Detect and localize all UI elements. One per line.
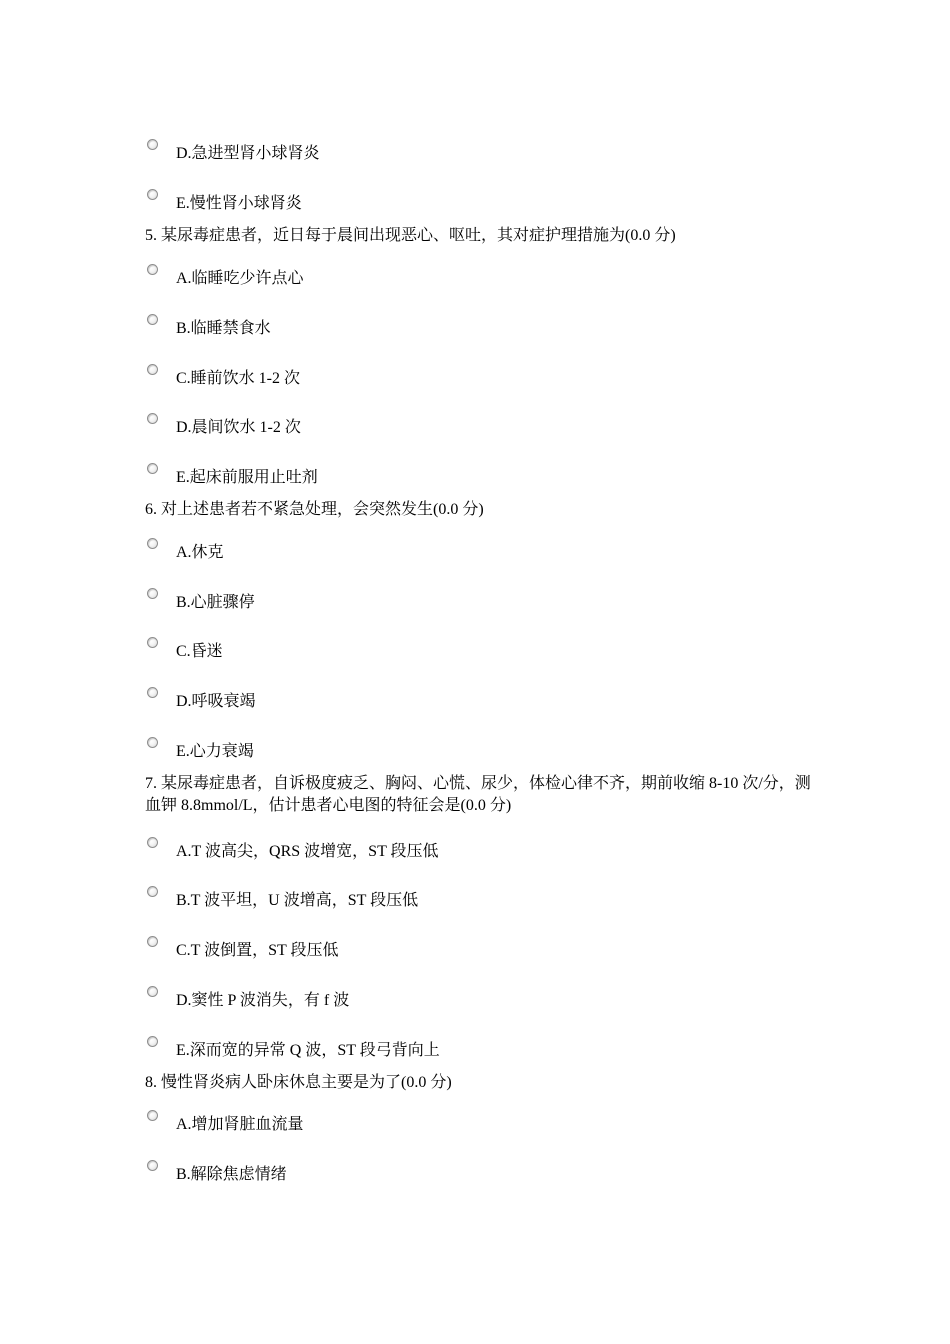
option-label-8a: A.增加肾脏血流量 <box>176 1116 304 1133</box>
radio-option-7e[interactable] <box>147 1036 158 1047</box>
radio-option-6b[interactable] <box>147 588 158 599</box>
radio-option-6a[interactable] <box>147 538 158 549</box>
option-label-5b: B.临睡禁食水 <box>176 320 271 337</box>
radio-option-7c[interactable] <box>147 936 158 947</box>
radio-option-5d[interactable] <box>147 413 158 424</box>
option-label-6c: C.昏迷 <box>176 643 223 660</box>
radio-option-7a[interactable] <box>147 837 158 848</box>
option-label-4e: E.慢性肾小球肾炎 <box>176 195 302 212</box>
question-8-text: 8. 慢性肾炎病人卧床休息主要是为了(0.0 分) <box>145 1074 452 1091</box>
option-label-7b: B.T 波平坦，U 波增高，ST 段压低 <box>176 892 419 909</box>
radio-option-7b[interactable] <box>147 886 158 897</box>
option-label-5c: C.睡前饮水 1-2 次 <box>176 370 301 387</box>
radio-option-4d[interactable] <box>147 139 158 150</box>
question-7-text: 7. 某尿毒症患者，自诉极度疲乏、胸闷、心慌、尿少，体检心律不齐，期前收缩 8-10 次/分，测血钾 8.8mmol/L，估计患者心电图的特征会是(0.0 分) <box>145 775 811 814</box>
option-label-5d: D.晨间饮水 1-2 次 <box>176 419 301 436</box>
radio-option-4e[interactable] <box>147 189 158 200</box>
option-label-7a: A.T 波高尖，QRS 波增宽，ST 段压低 <box>176 843 439 860</box>
radio-option-6d[interactable] <box>147 687 158 698</box>
option-label-6b: B.心脏骤停 <box>176 594 255 611</box>
option-label-6a: A.休克 <box>176 544 224 561</box>
question-5-text: 5. 某尿毒症患者，近日每于晨间出现恶心、呕吐，其对症护理措施为(0.0 分) <box>145 227 676 244</box>
option-label-8b: B.解除焦虑情绪 <box>176 1166 287 1183</box>
option-label-5a: A.临睡吃少许点心 <box>176 270 304 287</box>
radio-option-5a[interactable] <box>147 264 158 275</box>
option-label-6d: D.呼吸衰竭 <box>176 693 256 710</box>
option-label-7c: C.T 波倒置，ST 段压低 <box>176 942 339 959</box>
radio-option-8a[interactable] <box>147 1110 158 1121</box>
option-label-5e: E.起床前服用止吐剂 <box>176 469 318 486</box>
radio-option-5c[interactable] <box>147 364 158 375</box>
radio-option-6c[interactable] <box>147 637 158 648</box>
radio-option-7d[interactable] <box>147 986 158 997</box>
question-6-text: 6. 对上述患者若不紧急处理，会突然发生(0.0 分) <box>145 501 484 518</box>
radio-option-5b[interactable] <box>147 314 158 325</box>
option-label-7d: D.窦性 P 波消失，有 f 波 <box>176 992 350 1009</box>
radio-option-8b[interactable] <box>147 1160 158 1171</box>
radio-option-6e[interactable] <box>147 737 158 748</box>
option-label-7e: E.深而宽的异常 Q 波，ST 段弓背向上 <box>176 1042 440 1059</box>
option-label-4d: D.急进型肾小球肾炎 <box>176 145 320 162</box>
radio-option-5e[interactable] <box>147 463 158 474</box>
option-label-6e: E.心力衰竭 <box>176 743 254 760</box>
